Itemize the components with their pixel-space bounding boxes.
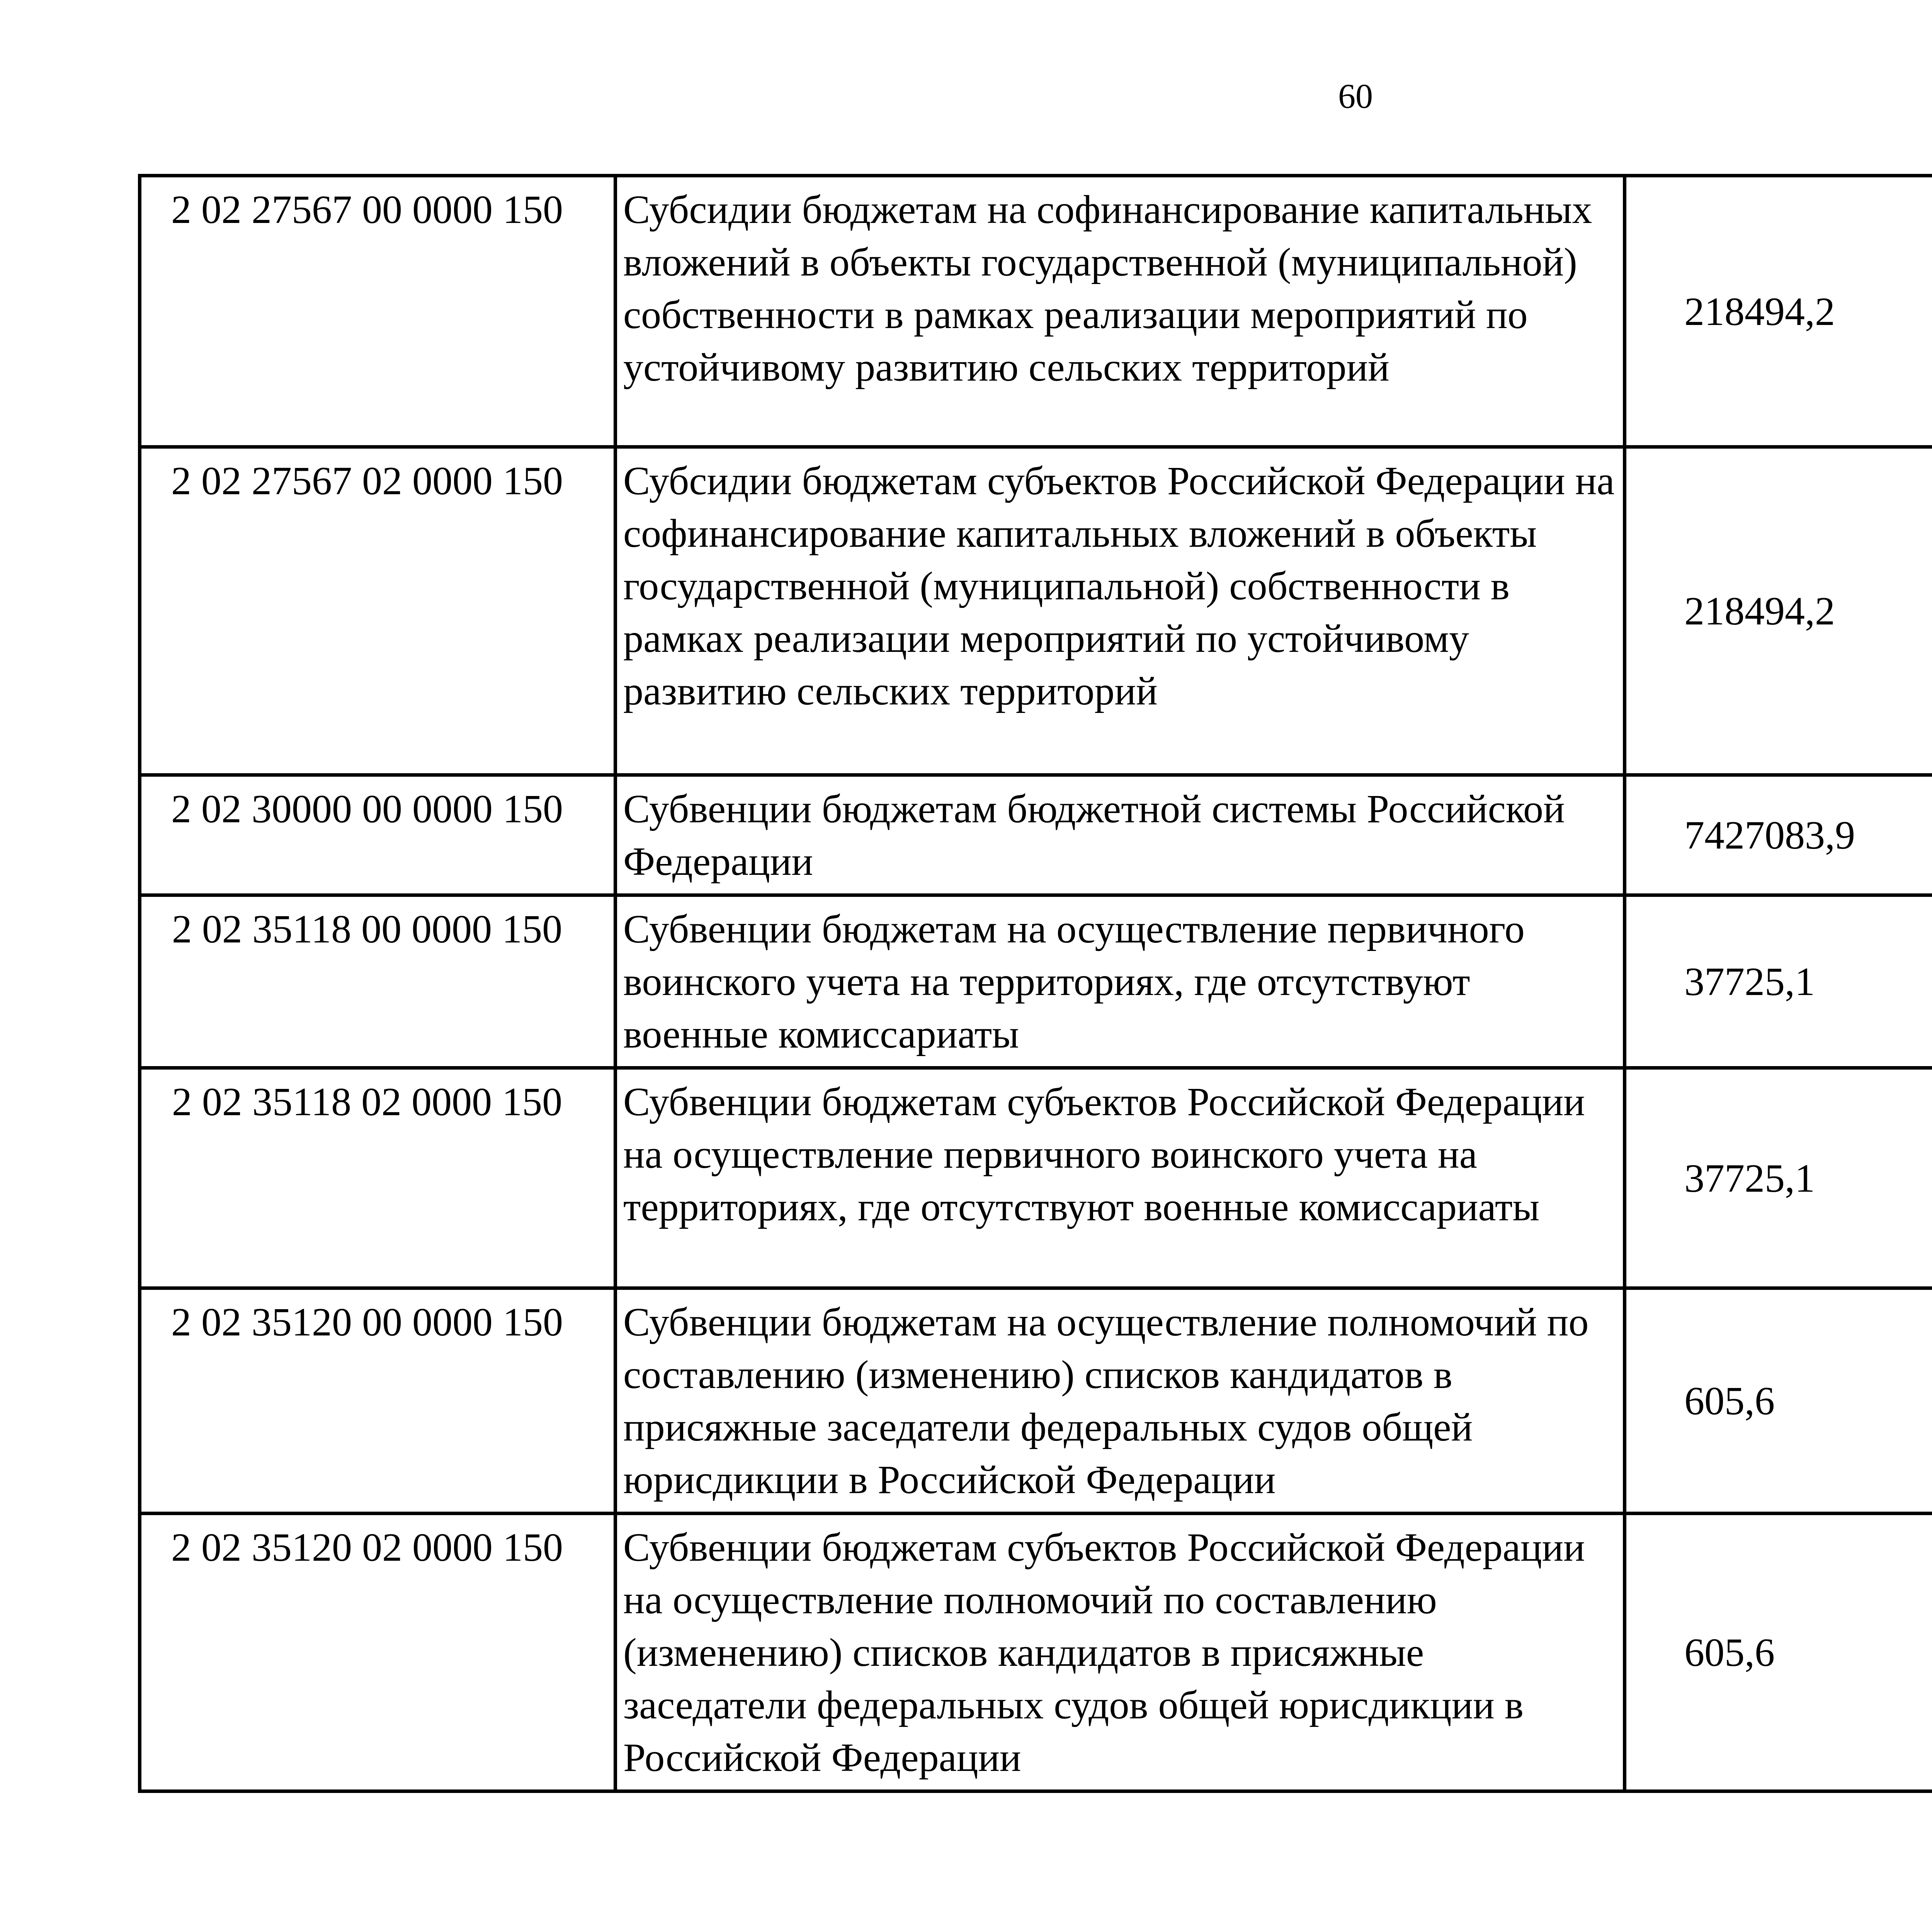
budget-revenue-table — [138, 174, 1932, 1793]
revenue-name-cell: Субсидии бюджетам на софинансирование капитальных вложений в объекты государственной (муниципальной) собственности в рамках реализации мероприятий по устойчивому развитию сельских территорий — [616, 176, 1625, 447]
revenue-name-cell: Субвенции бюджетам на осуществление первичного воинского учета на территориях, где отсутствуют военные комиссариаты — [616, 895, 1625, 1068]
table-row — [140, 1514, 1932, 1791]
revenue-code-cell: 2 02 27567 02 0000 150 — [140, 447, 616, 775]
revenue-code-cell: 2 02 35118 00 0000 150 — [140, 895, 616, 1068]
value-year-1-cell: 218494,2 — [1625, 447, 1932, 775]
revenue-code-cell: 2 02 35120 02 0000 150 — [140, 1514, 616, 1791]
table-row — [140, 1068, 1932, 1288]
revenue-name-cell: Субвенции бюджетам субъектов Российской Федерации на осуществление первичного воинского учета на территориях, где отсутствуют военные комиссариаты — [616, 1068, 1625, 1288]
page-number: 60 — [1338, 77, 1373, 116]
value-year-1-cell: 7427083,9 — [1625, 775, 1932, 895]
value-year-1-cell: 605,6 — [1625, 1514, 1932, 1791]
value-year-1-cell: 218494,2 — [1625, 176, 1932, 447]
revenue-name-cell: Субсидии бюджетам субъектов Российской Федерации на софинансирование капитальных вложений в объекты государственной (муниципальной) собственности в рамках реализации мероприятий по устойчивому развитию сельских территорий — [616, 447, 1625, 775]
revenue-code-cell: 2 02 30000 00 0000 150 — [140, 775, 616, 895]
revenue-code-cell: 2 02 27567 00 0000 150 — [140, 176, 616, 447]
revenue-name-cell: Субвенции бюджетам на осуществление полномочий по составлению (изменению) списков кандидатов в присяжные заседатели федеральных судов общей юрисдикции в Российской Федерации — [616, 1288, 1625, 1514]
table-row — [140, 176, 1932, 447]
table-row — [140, 447, 1932, 775]
table-row — [140, 775, 1932, 895]
value-year-1-cell: 37725,1 — [1625, 895, 1932, 1068]
revenue-code-cell: 2 02 35120 00 0000 150 — [140, 1288, 616, 1514]
table-row — [140, 1288, 1932, 1514]
revenue-name-cell: Субвенции бюджетам бюджетной системы Российской Федерации — [616, 775, 1625, 895]
value-year-1-cell: 605,6 — [1625, 1288, 1932, 1514]
table-row — [140, 895, 1932, 1068]
value-year-1-cell: 37725,1 — [1625, 1068, 1932, 1288]
revenue-code-cell: 2 02 35118 02 0000 150 — [140, 1068, 616, 1288]
revenue-name-cell: Субвенции бюджетам субъектов Российской Федерации на осуществление полномочий по составлению (изменению) списков кандидатов в присяжные заседатели федеральных судов общей юрисдикции в Российской Федерации — [616, 1514, 1625, 1791]
